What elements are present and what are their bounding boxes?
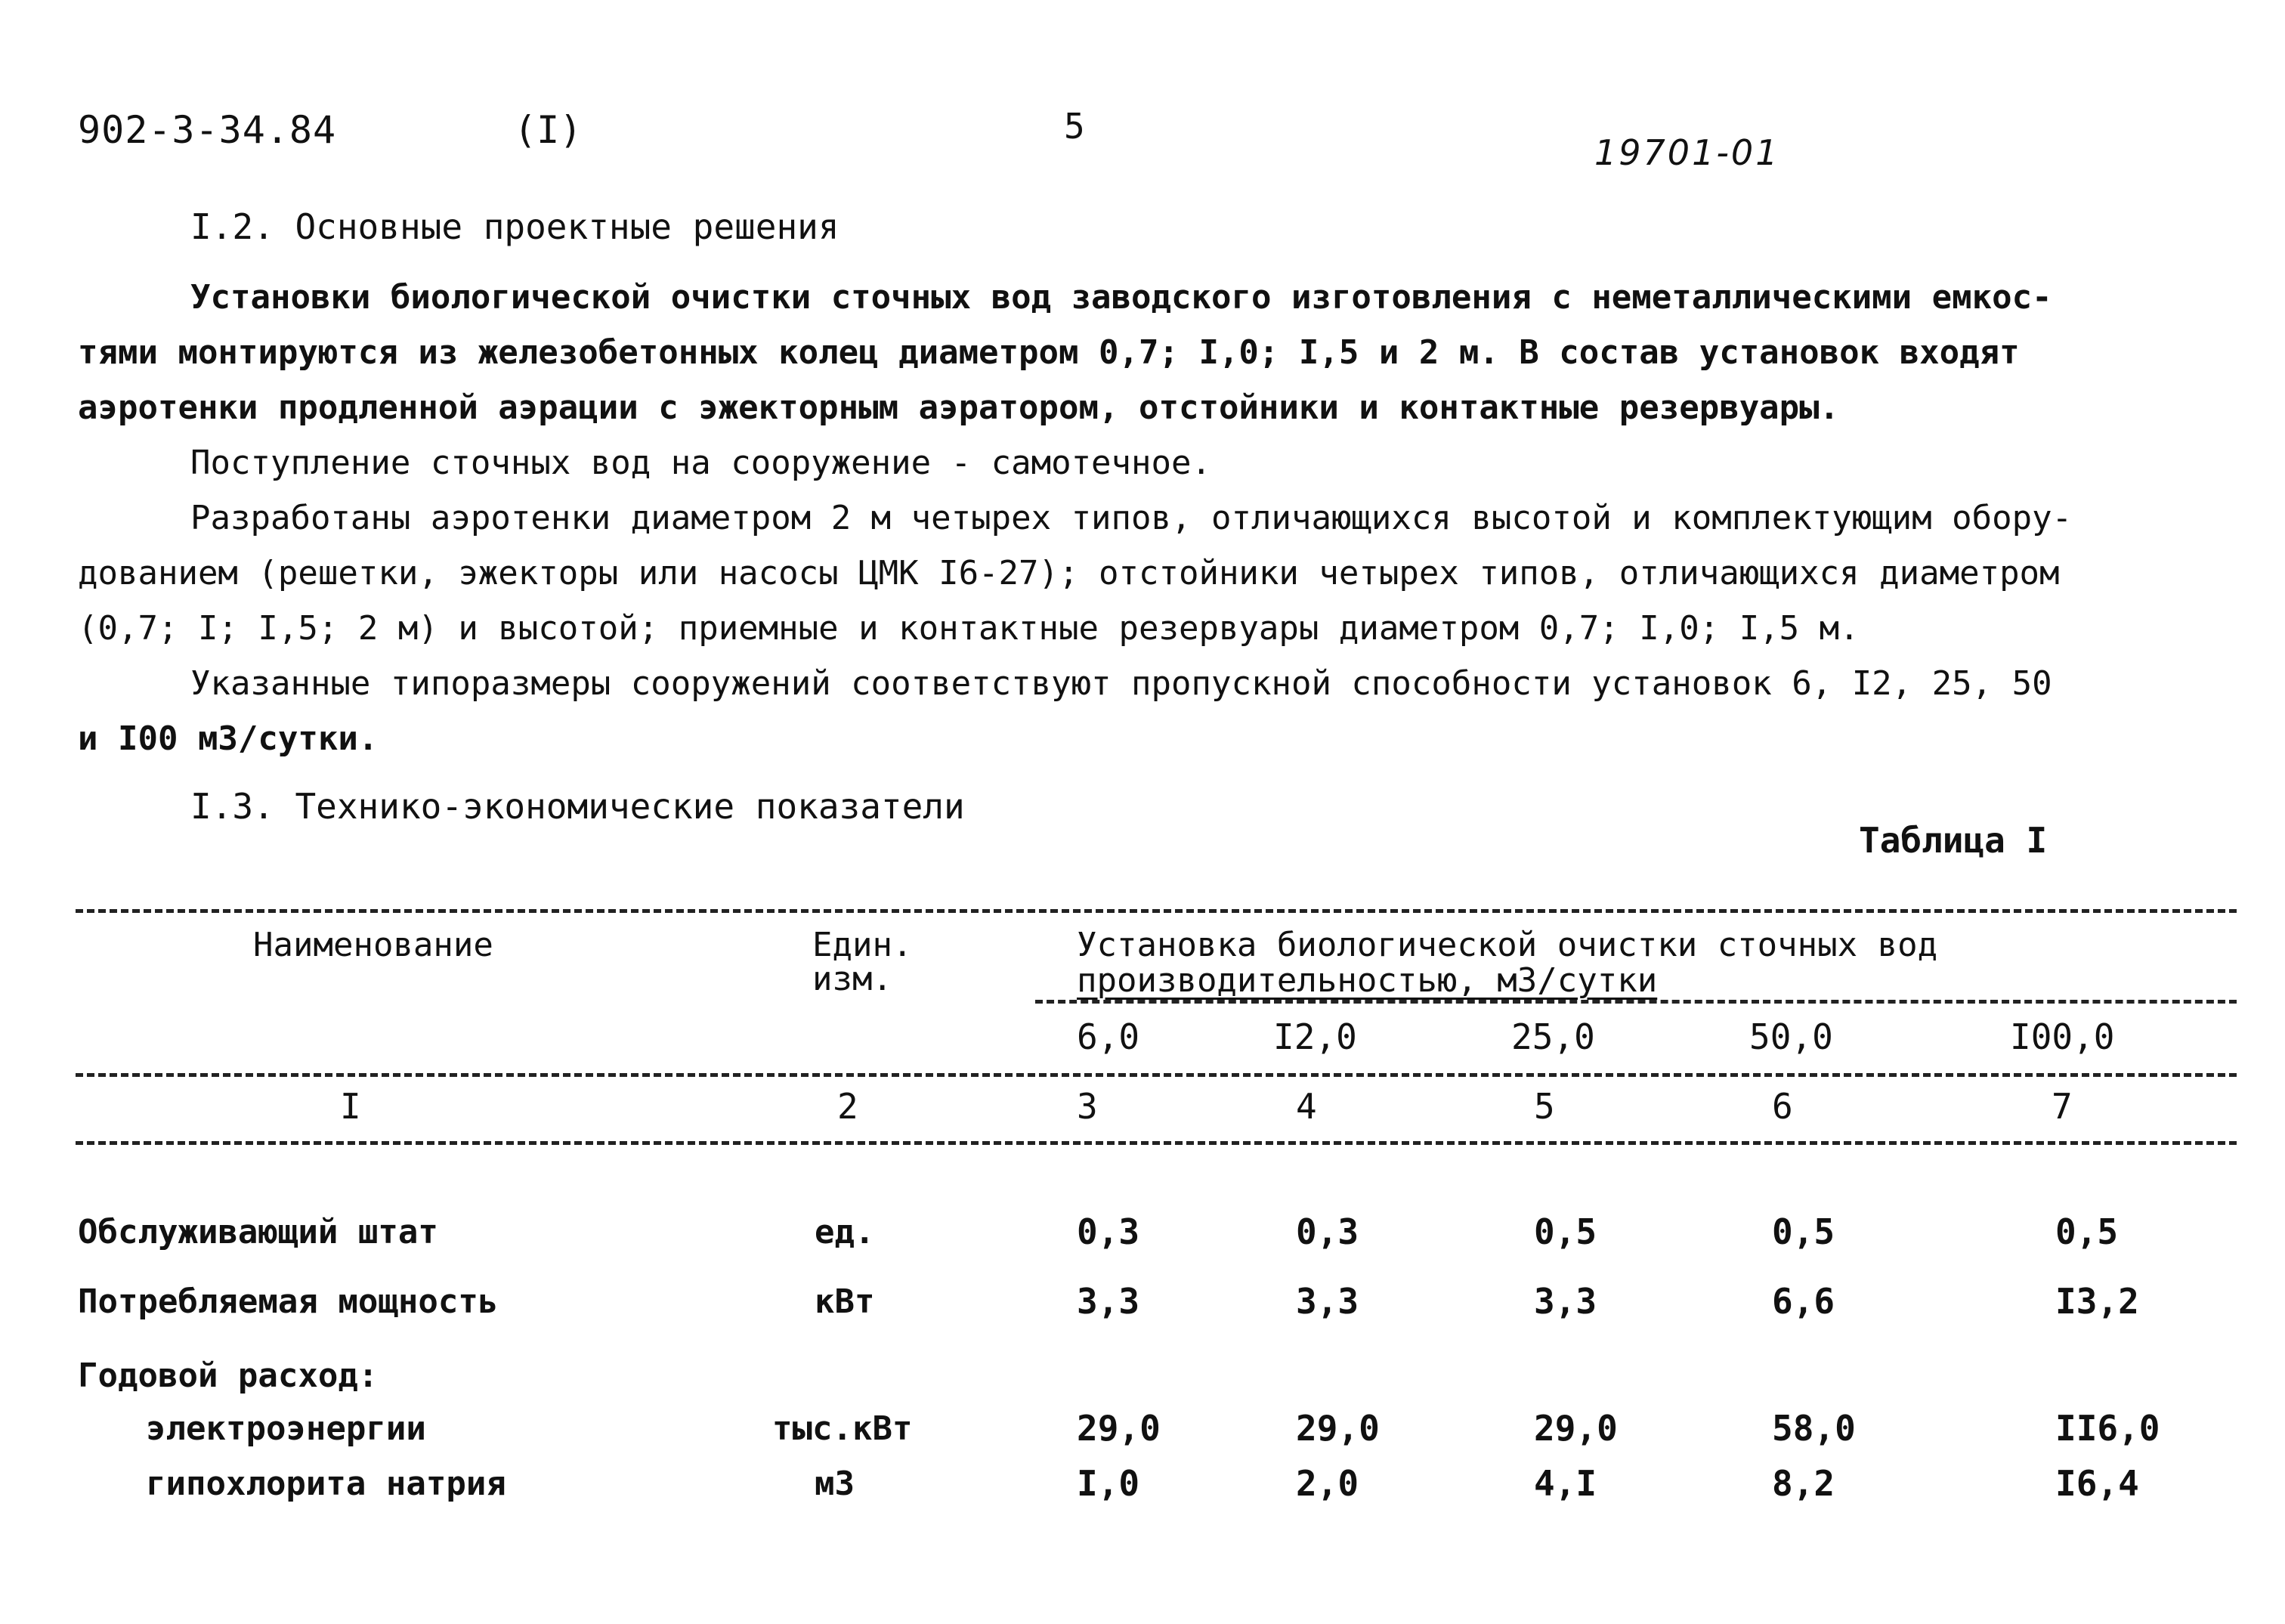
table-cell: 0,5 [2055, 1211, 2119, 1252]
paragraph-line: дованием (решетки, эжекторы или насосы ЦМК I6-27); отстойники четырех типов, отличающихся диаметром [78, 554, 2060, 592]
header-name: Наименование [253, 926, 493, 964]
row-unit: тыс.кВт [772, 1409, 913, 1448]
column-number: 5 [1534, 1086, 1555, 1127]
row-name: электроэнергии [146, 1409, 426, 1448]
row-unit: ед. [815, 1213, 875, 1251]
table-cell: 6,6 [1772, 1281, 1835, 1322]
table-cell: 8,2 [1772, 1463, 1835, 1504]
column-number: 6 [1772, 1086, 1793, 1127]
header-group: Установка биологической очистки сточных вод [1077, 926, 1938, 964]
table-cell: 0,3 [1296, 1211, 1359, 1252]
table-cell: 29,0 [1296, 1408, 1380, 1449]
row-name: Обслуживающий штат [78, 1213, 438, 1251]
paragraph-line: Установки биологической очистки сточных вод заводского изготовления с неметаллическими емкос- [190, 278, 2052, 317]
table-cell: I3,2 [2055, 1281, 2139, 1322]
paragraph-line: Указанные типоразмеры сооружений соответствуют пропускной способности установок 6, I2, 25, 50 [190, 664, 2052, 703]
table-cell: II6,0 [2055, 1408, 2160, 1449]
paragraph-line: Поступление сточных вод на сооружение - самотечное. [190, 444, 1212, 482]
column-number: 4 [1296, 1086, 1317, 1127]
table-cell: 3,3 [1534, 1281, 1597, 1322]
column-number: I [340, 1086, 361, 1127]
table-cell: 0,3 [1077, 1211, 1140, 1252]
paragraph-line: Разработаны аэротенки диаметром 2 м четырех типов, отличающихся высотой и комплектующим обору- [190, 499, 2073, 537]
group-label: Годовой расход: [78, 1356, 379, 1395]
table-cell: I6,4 [2055, 1463, 2139, 1504]
paragraph-line: тями монтируются из железобетонных колец диаметром 0,7; I,0; I,5 и 2 м. В состав установок входят [78, 333, 2020, 372]
header-group: производительностью, м3/сутки [1077, 961, 1658, 1000]
capacity-header: I2,0 [1273, 1016, 1357, 1057]
paragraph-line: и I00 м3/сутки. [78, 719, 379, 758]
table-cell: 29,0 [1534, 1408, 1618, 1449]
table-caption: Таблица I [1859, 820, 2048, 861]
document-code: 902-3-34.84 [78, 108, 337, 152]
table-cell: 29,0 [1077, 1408, 1161, 1449]
capacity-header: I00,0 [2010, 1016, 2115, 1057]
capacity-header: 25,0 [1511, 1016, 1595, 1057]
header-unit: Един. [812, 926, 913, 964]
part-number: (I) [514, 108, 583, 152]
section-1-2-title: I.2. Основные проектные решения [190, 206, 839, 247]
table-cell: 0,5 [1534, 1211, 1597, 1252]
table-cell: 3,3 [1077, 1281, 1140, 1322]
column-number: 7 [2052, 1086, 2073, 1127]
row-unit: кВт [815, 1282, 875, 1321]
column-number: 3 [1077, 1086, 1098, 1127]
table-cell: 4,I [1534, 1463, 1597, 1504]
table-rule-top [76, 909, 2237, 913]
table-cell: 3,3 [1296, 1281, 1359, 1322]
table-rule-header [76, 1073, 2237, 1077]
table-rule-group [1035, 1000, 2237, 1004]
capacity-header: 50,0 [1749, 1016, 1833, 1057]
table-cell: 58,0 [1772, 1408, 1856, 1449]
row-name: гипохлорита натрия [146, 1465, 506, 1503]
table-cell: 0,5 [1772, 1211, 1835, 1252]
table-cell: 2,0 [1296, 1463, 1359, 1504]
table-rule-numbers [76, 1141, 2237, 1145]
header-unit: изм. [812, 960, 892, 998]
column-number: 2 [837, 1086, 858, 1127]
row-name: Потребляемая мощность [78, 1282, 499, 1321]
page-number: 5 [1064, 106, 1085, 147]
handwritten-inventory-number: 19701-01 [1594, 132, 1780, 173]
table-cell: I,0 [1077, 1463, 1140, 1504]
paragraph-line: аэротенки продленной аэрации с эжекторным аэратором, отстойники и контактные резервуары. [78, 388, 1840, 427]
capacity-header: 6,0 [1077, 1016, 1140, 1057]
paragraph-line: (0,7; I; I,5; 2 м) и высотой; приемные и контактные резервуары диаметром 0,7; I,0; I,5 м. [78, 609, 1860, 648]
section-1-3-title: I.3. Технико-экономические показатели [190, 786, 965, 827]
row-unit: м3 [815, 1465, 855, 1503]
